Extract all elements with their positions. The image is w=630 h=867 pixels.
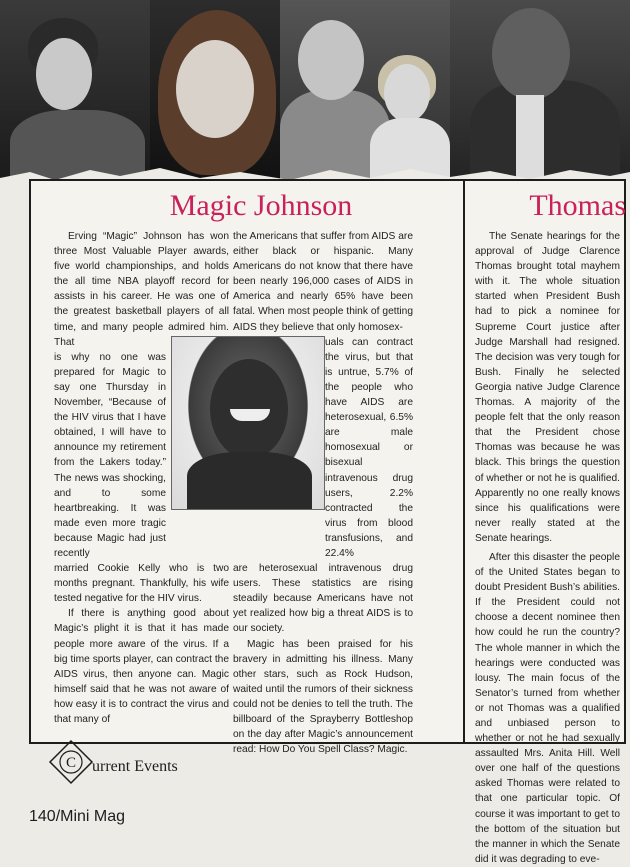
- section-label: urrent Events: [92, 758, 178, 775]
- magic-paragraph-1c: married Cookie Kelly who is two months pregnant. Thankfully, his wife tested negative for the HIV virus.: [54, 563, 229, 605]
- photo-young-woman: [150, 0, 280, 182]
- magic-paragraph-3c: are heterosexual intravenous drug users. These statistics are rising steadily because Americans have not yet realized how big a threat AIDS is to our society.: [233, 563, 413, 635]
- photo-young-man: [0, 0, 150, 182]
- magic-column-1: [54, 229, 229, 727]
- thomas-paragraph-2: After this disaster the people of the United States began to doubt President Bush’s abilities. If the President could not choose a decent nominee then how could he run the country? The whole manner in which the hearings were conducted was lousy. The main focus of the Senator’s turned from whether or not Thomas was a qualified and unbiased person to whether or not he had sexually assaulted Mrs. Anita Hill. Well over one half of the questions asked Thomas were related to that one particular topic. Of course it was important to get to the bottom of the situation but the manner in which the Senate did it was degrading to eve-: [475, 551, 620, 865]
- current-events-logo: [48, 739, 94, 785]
- magic-paragraph-1b: is why no one was prepared for Magic to say one Thursday in November, “Because of the HIV virus that I have obtained, I will have to announce my retirement from the Lakers today.” The news was shocking, and to some heartbreaking. It was made even more tragic because Magic had just recently: [54, 351, 166, 559]
- thomas-paragraph-1: The Senate hearings for the approval of Judge Clarence Thomas brought total mayhem with it. The whole situation started when President Bush had to pick a nominee for Supreme Court justice after Judge Marshall had resigned. The decision was very tough for Bush. Finally he selected Georgia native Judge Clarence Thomas. A majority of the people felt that the only reason that the President chose Thomas was because he was black. This brings the question of whether or not he is qualified. Apparently no one really knows since his qualifications were never really stated at the Senate hearings.: [475, 231, 620, 544]
- photo-clarence-thomas: [450, 0, 630, 182]
- magic-paragraph-2: If there is anything good about Magic’s plight it is that it has made people more aware of the virus. If a big time sports player, can contract the AIDS virus, then anyone can. Magic himself said that he was not aware of how easy it is to contract the virus and that many of: [54, 608, 229, 725]
- thomas-column: [475, 229, 620, 867]
- logo-letter: C: [65, 755, 77, 771]
- photo-collage: [0, 0, 630, 182]
- magic-column-2: [233, 229, 413, 757]
- magic-paragraph-4: Magic has been praised for his bravery in admitting his illness. Many other stars, such as Rock Hudson, waited until the rumors of their sickness could not be denies to tell the truth. The billboard of the Sprayberry Bottleshop on the day after Magic’s announcement read: How Do You Spell Class? Magic.: [233, 638, 413, 756]
- magic-paragraph-3a: the Americans that suffer from AIDS are either black or hispanic. Many Americans do not know that there have been nearly 196,000 cases of AIDS in America and nearly 65% have been fatal. When most people think of getting AIDS they believe that only homosex-: [233, 231, 413, 333]
- magic-johnson-headline: Magic Johnson: [169, 189, 353, 222]
- thomas-headline: Thomas: [529, 189, 626, 222]
- photo-general-and-woman: [280, 0, 450, 182]
- magic-paragraph-3b: uals can contract the virus, but that is untrue, 5.7% of the people who have AIDS are heterosexual, 6.5% are male homosexual or bisexual intravenous drug users, 2.2% contracted the virus from blood transfusions, and 22.4%: [325, 336, 413, 559]
- column-divider: [463, 181, 465, 742]
- magic-paragraph-1a: Erving “Magic” Johnson has won three Most Valuable Player awards, five world championships, and holds the all time NBA playoff record for assists in his career. He was one of the greatest basketball players of all time, and many people admired him. That: [54, 231, 229, 348]
- page-number: 140/Mini Mag: [29, 808, 126, 825]
